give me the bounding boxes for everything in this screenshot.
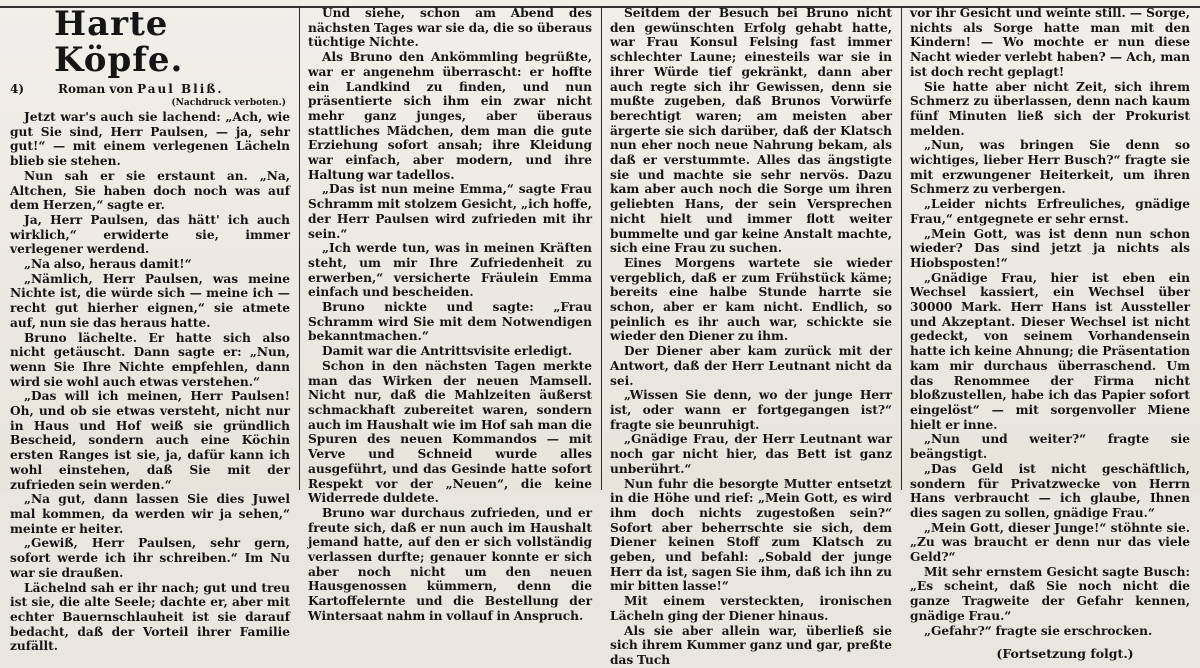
paragraph: Schon in den nächsten Tagen merkte man das Wirken der neuen Mamsell. Nicht nur, daß die Mahlzeiten äußerst schmackhaft zubereitet waren, sondern auch im Haushalt wie im Hof sah man die Spuren des neuen Kommandos — mit Verve und Schneid wurde alles ausgeführt, und das Gesinde hatte sofort Respekt vor der „Neuen“, die keine Widerrede duldete. [308,358,592,506]
paragraph: „Nun und weiter?“ fragte sie beängstigt. [910,432,1190,462]
text-column-3 [604,6,898,667]
paragraph: „Gnädige Frau, der Herr Leutnant war noch gar nicht hier, das Bett ist ganz unberührt.“ [610,432,892,476]
paragraph: „Nämlich, Herr Paulsen, was meine Nichte ist, die würde sich — meine ich — recht gut hierher eignen,“ sie atmete auf, nun sie das heraus hatte. [10,271,290,330]
paragraph: „Na also, heraus damit!“ [24,257,192,272]
paragraph: „Das will ich meinen, Herr Paulsen! Oh, und ob sie etwas versteht, nicht nur in Haus und Hof weiß sie gründlich Bescheid, sondern auch eine Köchin ersten Ranges ist sie, ja, dafür kann ich wohl einstehen, daß Sie mit der zufrieden sein werden.“ [10,389,290,492]
paragraph: Als sie aber allein war, überließ sie sich ihrem Kummer ganz und gar, preßte das Tuch [610,623,892,667]
paragraph: Bruno lächelte. Er hatte sich also nicht getäuscht. Dann sagte er: „Nun, wenn Sie Ihre Nichte empfehlen, dann wird sie wohl auch etwas verstehen.“ [10,330,290,389]
paragraph: Bruno war durchaus zufrieden, und er freute sich, daß er nun auch im Haushalt jemand hatte, auf den er sich vollständig verlassen durfte; genauer konnte er sich aber noch nicht um den neuen Hausgenossen kümmern, denn die Kartoffelernte und die Bestellung der Wintersaat nahm in vollauf in Anspruch. [308,505,592,623]
paragraph: „Das Geld ist nicht geschäftlich, sondern für Privatzwecke von Herrn Hans verbraucht — ich glaube, Ihnen dies sagen zu sollen, gnädige Frau.“ [910,461,1190,520]
paragraph: Damit war die Antrittsvisite erledigt. [322,344,573,359]
continued-notice: (Fortsetzung folgt.) [996,646,1134,662]
article-title: Harte Köpfe. [54,4,184,80]
paragraph: Mit sehr ernstem Gesicht sagte Busch: „Es scheint, daß Sie noch nicht die ganze Tragweite der Gefahr kennen, gnädige Frau.“ [910,564,1190,623]
paragraph: „Gewiß, Herr Paulsen, sehr gern, sofort werde ich ihr schreiben.“ Im Nu war sie draußen. [10,536,290,580]
paragraph: „Na gut, dann lassen Sie dies Juwel mal kommen, da werden wir ja sehen,“ meinte er heiter. [10,492,290,536]
paragraph: Nun sah er sie erstaunt an. „Na, Altchen, Sie haben doch noch was auf dem Herzen,“ sagte er. [10,168,290,213]
author-name: Paul Bliß. [137,82,224,96]
column-rule [299,6,300,490]
column-rule [901,6,902,490]
paragraph: „Mein Gott, was ist denn nun schon wieder? Das sind jetzt ja nichts als Hiobsposten!“ [910,226,1190,270]
text-column-1 [4,4,296,654]
paragraph: Sie hatte aber nicht Zeit, sich ihrem Schmerz zu überlassen, denn nach kaum fünf Minuten ließ sich der Prokurist melden. [910,79,1190,138]
paragraph: Seitdem der Besuch bei Bruno nicht den gewünschten Erfolg gehabt hatte, war Frau Konsul Felsing fast immer schlechter Laune; einesteils war sie in ihrer Würde tief gekränkt, dann aber auch regte sich ihr Gewissen, denn sie mußte zugeben, daß Brunos Vorwürfe berechtigt waren; am meisten aber ärgerte sie sich darüber, daß der Klatsch nun eher noch neue Nahrung bekam, als daß er verstummte. Alles das ängstigte sie und machte sie sehr nervös. Dazu kam aber auch noch die Sorge um ihren geliebten Hans, der sein Versprechen nicht hielt und immer flott weiter bummelte und gar keine Anstalt machte, sich eine Frau zu suchen. [610,6,892,256]
paragraph: Nun fuhr die besorgte Mutter entsetzt in die Höhe und rief: „Mein Gott, es wird ihm doch nichts zugestoßen sein?“ Sofort aber beherrschte sie sich, dem Diener keinen Stoff zum Klatsch zu geben, und befahl: „Sobald der junge Herr da ist, sagen Sie ihm, daß ich ihn zu mir bitten lasse!“ [610,476,892,594]
paragraph: Ja, Herr Paulsen, das hätt' ich auch wirklich,“ erwiderte sie, immer verlegener werdend. [10,212,290,257]
paragraph: Bruno nickte und sagte: „Frau Schramm wird Sie mit dem Notwendigen bekanntmachen.“ [308,300,592,344]
column-rule [601,6,602,490]
text-column-4 [904,6,1196,662]
paragraph: „Wissen Sie denn, wo der junge Herr ist, oder wann er fortgegangen ist?“ fragte sie beunruhigt. [610,388,892,432]
paragraph: Der Diener aber kam zurück mit der Antwort, daß der Herr Leutnant nicht da sei. [610,344,892,388]
paragraph: „Mein Gott, dieser Junge!“ stöhnte sie. „Zu was braucht er denn nur das viele Geld?“ [910,520,1190,565]
paragraph: „Leider nichts Erfreuliches, gnädige Frau,“ entgegnete er sehr ernst. [910,197,1190,226]
paragraph: Als Bruno den Ankömmling begrüßte, war er angenehm überrascht: er hoffte ein Landkind zu finden, und nun präsentierte sich ihm ein zwar nicht mehr ganz junges, aber überaus stattliches Mädchen, dem man die gute Erziehung sofort ansah; ihre Kleidung war einfach, aber modern, und ihre Haltung war tadellos. [308,50,592,182]
text-column-2 [302,6,598,623]
paragraph: „Gefahr?“ fragte sie erschrocken. [924,623,1153,638]
paragraph: „Gnädige Frau, hier ist eben ein Wechsel kassiert, ein Wechsel über 30000 Mark. Herr Hans ist Aussteller und Akzeptant. Dieser Wechsel ist nicht gedeckt, von seinem Vorhandensein hatte ich keine Ahnung; die Präsentation kam mir durchaus überraschend. Um das Renommee der Firma nicht bloßzustellen, habe ich das Papier sofort eingelöst“ — mit sorgenvoller Miene hielt er inne. [910,270,1190,432]
paragraph: vor ihr Gesicht und weinte still. — Sorge, nichts als Sorge hatte man mit den Kindern! — Wo mochte er nun diese Nacht wieder verlebt haben? — Ach, man ist doch recht geplagt! [910,6,1190,79]
paragraph: Lächelnd sah er ihr nach; gut und treu ist sie, die alte Seele; dachte er, aber mit echter Bauernschlauheit ist sie darauf bedacht, daß der Vorteil ihrer Familie zufällt. [10,580,290,654]
reprint-notice: (Nachdruck verboten.) [171,98,286,108]
installment-number: 4) [10,82,25,96]
paragraph: „Das ist nun meine Emma,“ sagte Frau Schramm mit stolzem Gesicht, „ich hoffe, der Herr Paulsen wird zufrieden mit ihr sein.“ [308,182,592,241]
paragraph: Eines Morgens wartete sie wieder vergeblich, daß er zum Frühstück käme; bereits eine halbe Stunde harrte sie schon, aber er kam nicht. Endlich, so peinlich es ihr auch war, schickte sie wieder den Diener zu ihm. [610,255,892,344]
byline [10,82,290,96]
paragraph: Und siehe, schon am Abend des nächsten Tages war sie da, die so überaus tüchtige Nichte. [308,6,592,50]
paragraph: Jetzt war's auch sie lachend: „Ach, wie gut Sie sind, Herr Paulsen, — ja, sehr gut!“ — mit einem verlegenen Lächeln blieb sie stehen. [10,110,290,169]
subtitle-prefix: Roman von [58,82,134,96]
paragraph: Mit einem versteckten, ironischen Lächeln ging der Diener hinaus. [610,594,892,623]
paragraph: „Ich werde tun, was in meinen Kräften steht, um mir Ihre Zufriedenheit zu erwerben,“ versicherte Fräulein Emma einfach und bescheiden. [308,241,592,300]
paragraph: „Nun, was bringen Sie denn so wichtiges, lieber Herr Busch?“ fragte sie mit erzwungener Heiterkeit, um ihren Schmerz zu verbergen. [910,138,1190,197]
